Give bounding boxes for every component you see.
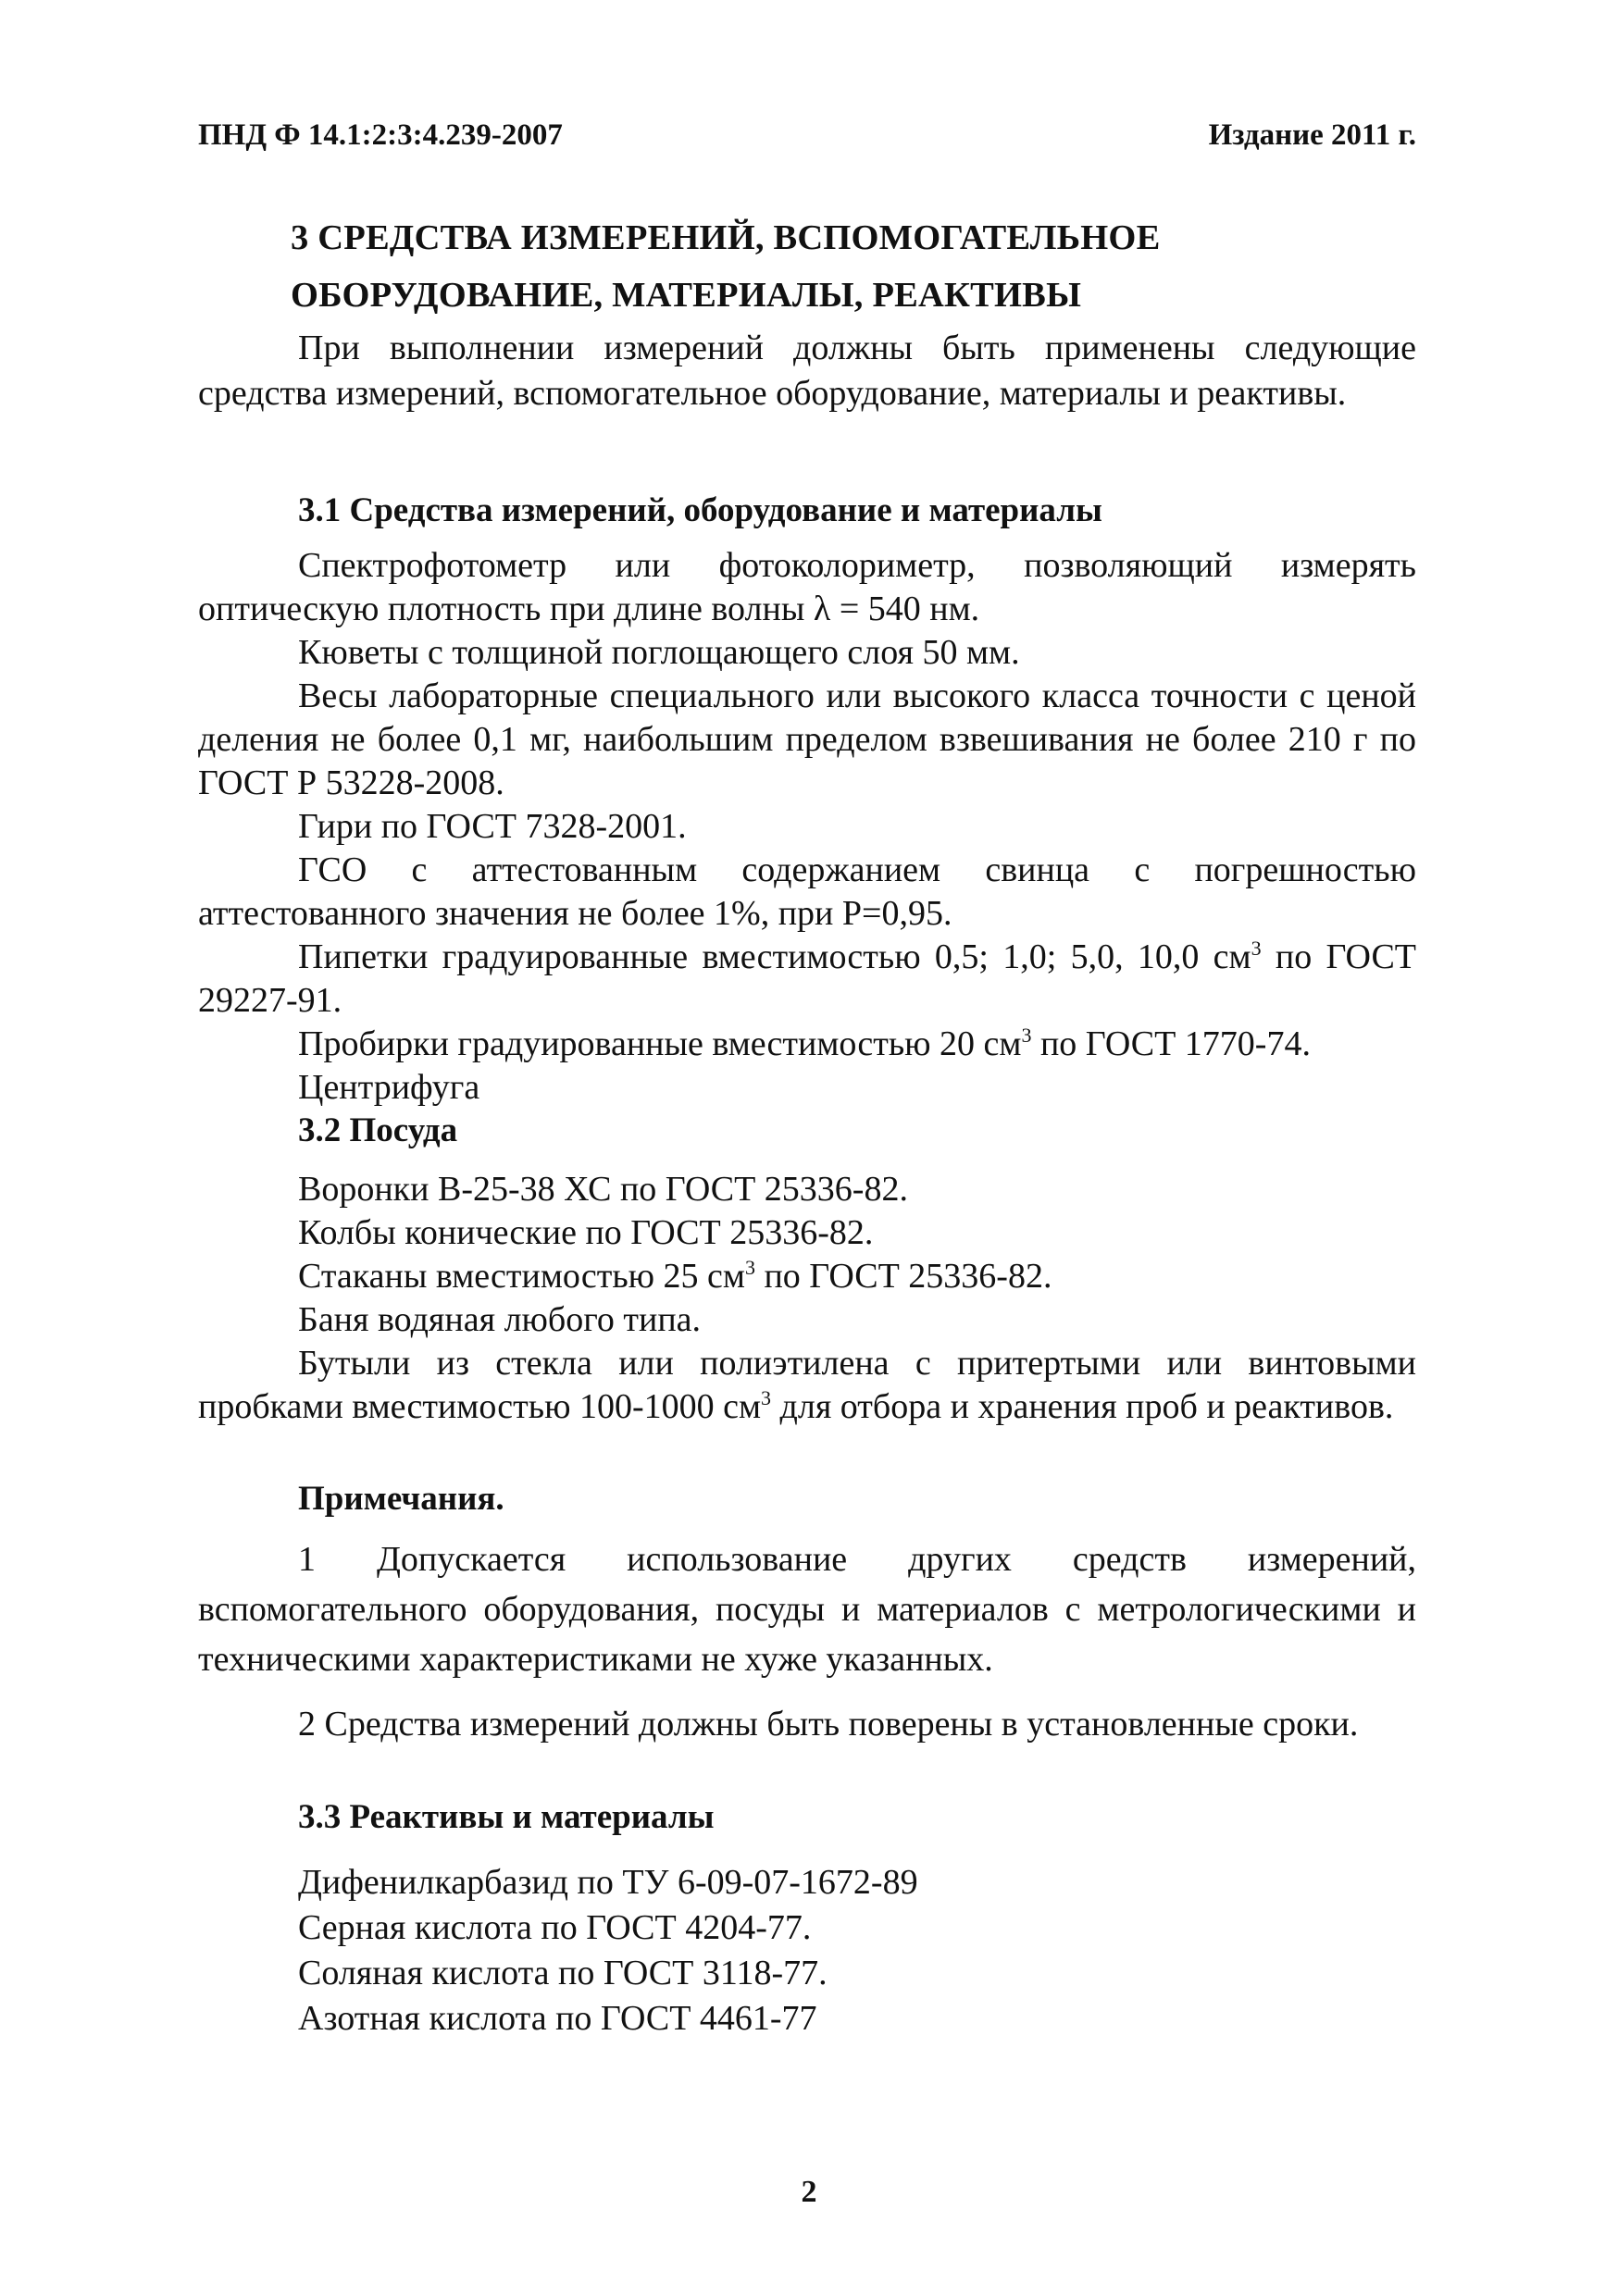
section-3-2-list: [198, 1168, 1416, 1429]
document-code: ПНД Ф 14.1:2:3:4.239-2007: [198, 118, 563, 152]
section-title-line-1: 3 СРЕДСТВА ИЗМЕРЕНИЙ, ВСПОМОГАТЕЛЬНОЕ: [291, 218, 1161, 257]
heading-3-2: 3.2 Посуда: [298, 1111, 458, 1149]
section-title: [291, 209, 1401, 324]
list-item-beakers: Стаканы вместимостью 25 $см^3$ по ГОСТ 25336-82.: [298, 1256, 1052, 1296]
list-item: Баня водяная любого типа.: [298, 1300, 702, 1339]
list-item: Колбы конические по ГОСТ 25336-82.: [298, 1213, 874, 1252]
section-3-1-list: [198, 544, 1416, 1110]
list-item: Воронки В-25-38 ХС по ГОСТ 25336-82.: [298, 1170, 908, 1209]
section-title-line-2: ОБОРУДОВАНИЕ, МАТЕРИАЛЫ, РЕАКТИВЫ: [291, 276, 1082, 315]
list-item-pipettes: Пипетки градуированные вместимостью 0,5; 1,0; 5,0, 10,0 $см^3$ по ГОСТ 29227-91.: [198, 937, 1416, 1020]
list-item-bottles: Бутыли из стекла или полиэтилена с притертыми или винтовыми пробками вместимостью 100-1000 $см^3$ для отбора и хранения проб и реактивов.: [198, 1344, 1416, 1426]
edition-label: Издание 2011 г.: [1208, 118, 1416, 152]
note-2: 2 Средства измерений должны быть поверены в установленные сроки.: [298, 1705, 1359, 1744]
list-item: ГСО с аттестованным содержанием свинца с погрешностью аттестованного значения не более 1%, при Р=0,95.: [198, 850, 1416, 933]
list-item: Кюветы с толщиной поглощающего слоя 50 мм.: [298, 633, 1020, 672]
list-item: Соляная кислота по ГОСТ 3118-77.: [298, 1954, 828, 1992]
list-item: Гири по ГОСТ 7328-2001.: [298, 807, 687, 846]
intro-paragraph: При выполнении измерений должны быть применены следующие средства измерений, вспомогательное оборудование, материалы и реактивы.: [198, 329, 1416, 413]
list-item: Центрифуга: [298, 1068, 480, 1107]
heading-3-3: 3.3 Реактивы и материалы: [298, 1798, 715, 1836]
list-item: Спектрофотометр или фотоколориметр, позволяющий измерять оптическую плотность при длине волны λ = 540 нм.: [198, 546, 1416, 628]
section-3-3-list: [198, 1860, 1416, 2042]
list-item: Азотная кислота по ГОСТ 4461-77: [298, 1999, 817, 2038]
note-1: 1 Допускается использование других средств измерений, вспомогательного оборудования, посуды и материалов с метрологическими и техническими характеристиками не хуже указанных.: [198, 1540, 1416, 1679]
list-item: Серная кислота по ГОСТ 4204-77.: [298, 1908, 812, 1947]
list-item: Дифенилкарбазид по ТУ 6-09-07-1672-89: [298, 1863, 918, 1902]
list-item-tubes: Пробирки градуированные вместимостью 20 $см^3$ по ГОСТ 1770-74.: [298, 1024, 1311, 1063]
notes-heading: Примечания.: [298, 1480, 504, 1518]
list-item: Весы лабораторные специального или высокого класса точности с ценой деления не более 0,1 мг, наибольшим пределом взвешивания не более 210 г по ГОСТ Р 53228-2008.: [198, 676, 1416, 802]
heading-3-1: 3.1 Средства измерений, оборудование и материалы: [298, 491, 1102, 529]
page-number: 2: [801, 2175, 817, 2209]
